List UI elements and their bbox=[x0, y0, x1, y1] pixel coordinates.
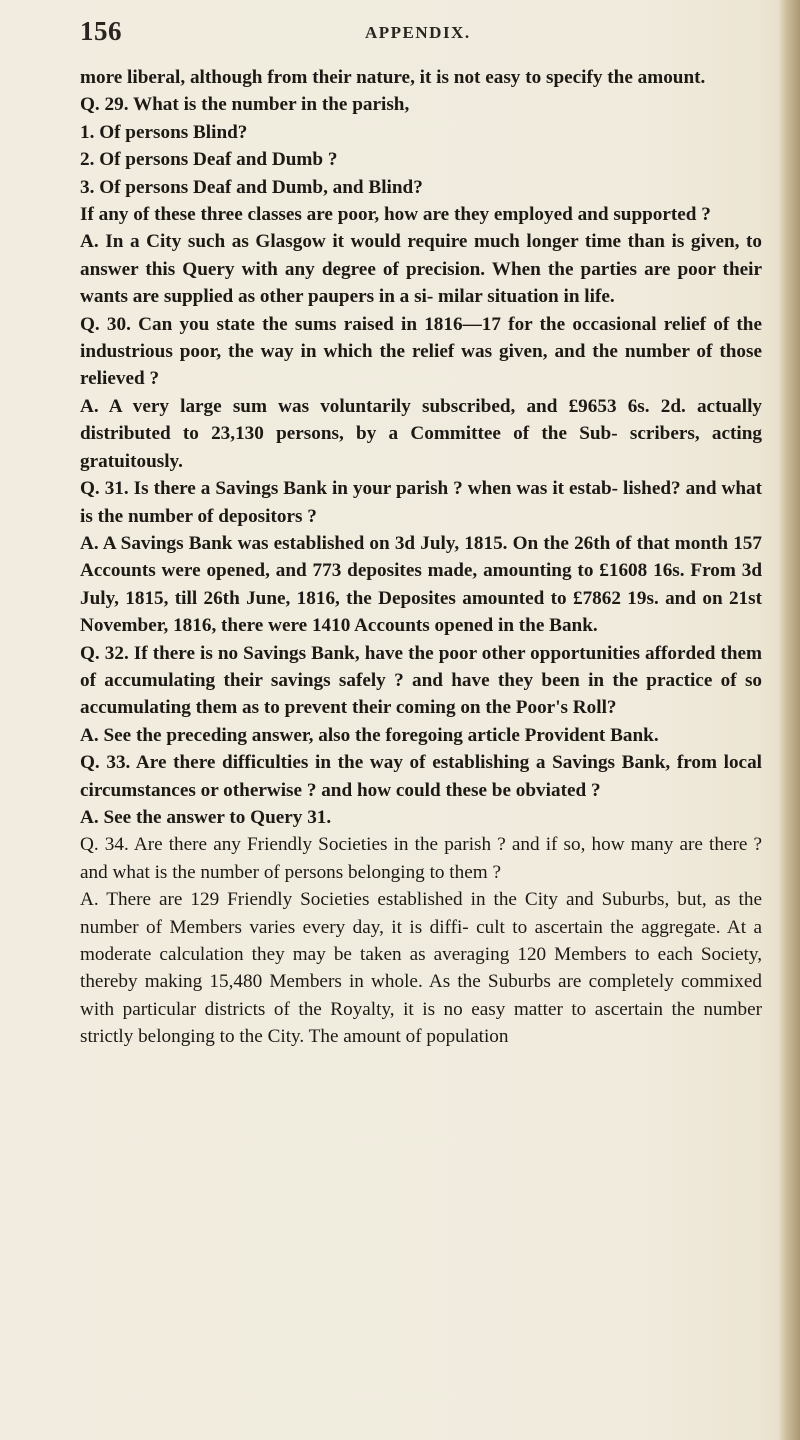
question-32: Q. 32. If there is no Savings Bank, have the poor other opportunities afforded them of accumulating their savings safely ? and have they been in the practice of so accumulating them as to prevent their coming on the Poor's Roll? bbox=[80, 642, 762, 719]
answer-34: A. There are 129 Friendly Societies established in the City and Suburbs, but, as the number of Members varies every day, it is diffi- cult to ascertain the aggregate. At a moderate calculation they may be taken as averaging 120 Members to each Society, thereby making 15,480 Members in whole. As the Suburbs are completely commixed with particular districts of the Royalty, it is no easy matter to ascertain the number strictly belonging to the City. The amount of population bbox=[80, 889, 762, 1048]
question-29-followup: If any of these three classes are poor, how are they employed and supported ? bbox=[80, 204, 711, 226]
answer-29: A. In a City such as Glasgow it would require much longer time than is given, to answer this Query with any degree of precision. When the parties are poor their wants are supplied as other paupers in a si- milar situation in life. bbox=[80, 231, 762, 308]
question-29: Q. 29. What is the number in the parish, bbox=[80, 94, 410, 116]
paragraph-continuation: more liberal, although from their nature, it is not easy to specify the amount. bbox=[80, 67, 706, 88]
question-29-item-1: 1. Of persons Blind? bbox=[80, 121, 248, 143]
page-header bbox=[80, 16, 762, 56]
question-31: Q. 31. Is there a Savings Bank in your parish ? when was it estab- lished? and what is the number of depositors ? bbox=[80, 478, 762, 527]
answer-31: A. A Savings Bank was established on 3d July, 1815. On the 26th of that month 157 Accounts were opened, and 773 deposites made, amounting to £1608 16s. From 3d July, 1815, till 26th June, 1816, the Deposites amounted to £7862 19s. and on 21st November, 1816, there were 1410 Accounts opened in the Bank. bbox=[80, 532, 762, 637]
page-number: 156 bbox=[80, 16, 122, 46]
answer-32: A. See the preceding answer, also the foregoing article Provident Bank. bbox=[80, 724, 659, 746]
body-text bbox=[80, 64, 762, 1051]
question-33: Q. 33. Are there difficulties in the way of establishing a Savings Bank, from local circumstances or otherwise ? and how could these be obviated ? bbox=[80, 752, 762, 801]
page-edge-shadow bbox=[778, 0, 800, 1440]
answer-30: A. A very large sum was voluntarily subscribed, and £9653 6s. 2d. actually distributed to 23,130 persons, by a Committee of the Sub- scribers, acting gratuitously. bbox=[80, 395, 762, 472]
question-29-item-3: 3. Of persons Deaf and Dumb, and Blind? bbox=[80, 176, 423, 198]
answer-33: A. See the answer to Query 31. bbox=[80, 806, 332, 828]
running-head: APPENDIX. bbox=[365, 23, 471, 42]
question-34: Q. 34. Are there any Friendly Societies in the parish ? and if so, how many are there ? and what is the number of persons belonging to them ? bbox=[80, 834, 762, 883]
question-29-item-2: 2. Of persons Deaf and Dumb ? bbox=[80, 149, 338, 171]
question-30: Q. 30. Can you state the sums raised in 1816—17 for the occasional relief of the industrious poor, the way in which the relief was given, and the number of those relieved ? bbox=[80, 313, 762, 390]
